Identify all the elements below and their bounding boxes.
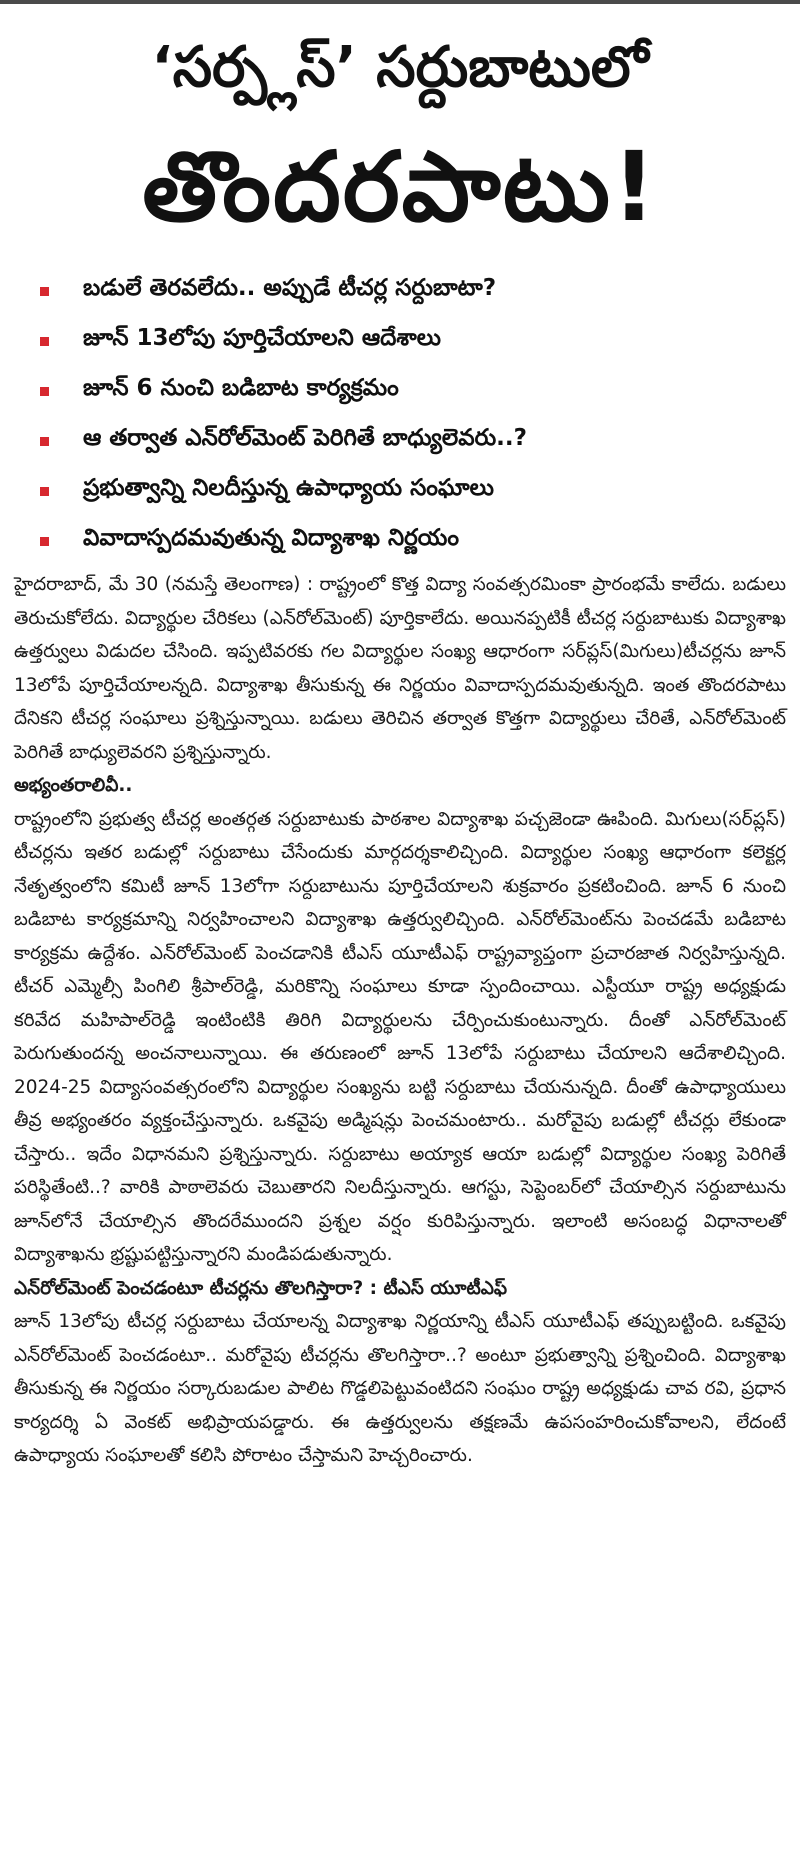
article-paragraph-intro: హైదరాబాద్, మే 30 (నమస్తే తెలంగాణ) : రాష్ట్రంలో కొత్త విద్యా సంవత్సరమింకా ప్రారంభమే కాలేదు. బడులు తెరుచుకోలేదు. విద్యార్థుల చేరికలు (ఎన్‌రోల్‌మెంట్) పూర్తికాలేదు. అయినప్పటికీ టీచర్ల సర్దుబాటుకు విద్యాశాఖ ఉత్తర్వులు విడుదల చేసింది. ఇప్పటివరకు గల విద్యార్థుల సంఖ్య ఆధారంగా సర్‌ప్లస్(మిగులు)టీచర్లను జూన్ 13లోపే పూర్తిచేయాలన్నది. విద్యాశాఖ తీసుకున్న ఈ నిర్ణయం వివాదాస్పదమవుతున్నది. ఇంత తొందరపాటు దేనికని టీచర్ల సంఘాలు ప్రశ్నిస్తున్నాయి. బడులు తెరిచిన తర్వాత కొత్తగా విద్యార్థులు చేరితే, ఎన్‌రోల్‌మెంట్ పెరిగితే బాధ్యులెవరని ప్రశ్నిస్తున్నారు. (14, 574, 786, 763)
article-subheading-utf: ఎన్‌రోల్‌మెంట్ పెంచడంటూ టీచర్లను తొలగిస్తారా? : టీఎస్ యూటీఎఫ్ (14, 1277, 508, 1299)
bullet-text: ఆ తర్వాత ఎన్‌రోల్‌మెంట్ పెరిగితే బాధ్యులెవరు..? (83, 425, 527, 451)
bullet-item (18, 366, 788, 416)
headline-line-1: ‘సర్ప్లస్’ సర్దుబాటులో (151, 35, 649, 100)
bullet-item (18, 316, 788, 366)
bullet-item (18, 416, 788, 466)
bullet-item (18, 516, 788, 566)
bullet-item (18, 466, 788, 516)
highlight-bullet-list (18, 266, 788, 566)
bullet-text: ప్రభుత్వాన్ని నిలదీస్తున్న ఉపాధ్యాయ సంఘాలు (83, 475, 494, 501)
red-square-bullet-icon (40, 337, 49, 346)
red-square-bullet-icon (40, 437, 49, 446)
red-square-bullet-icon (40, 537, 49, 546)
bullet-text: వివాదాస్పదమవుతున్న విద్యాశాఖ నిర్ణయం (83, 525, 459, 551)
bullet-text: బడులే తెరవలేదు.. అప్పుడే టీచర్ల సర్దుబాటా? (83, 275, 497, 301)
article-body (14, 568, 786, 1473)
bullet-text: జూన్ 13లోపు పూర్తిచేయాలని ఆదేశాలు (83, 325, 441, 351)
article-paragraph-objections: రాష్ట్రంలోని ప్రభుత్వ టీచర్ల అంతర్గత సర్దుబాటుకు పాఠశాల విద్యాశాఖ పచ్చజెండా ఊపింది. మిగులు(సర్‌ప్లస్) టీచర్లను ఇతర బడుల్లో సర్దుబాటు చేసేందుకు మార్గదర్శకాలిచ్చింది. విద్యార్థుల సంఖ్య ఆధారంగా కలెక్టర్ల నేతృత్వంలోని కమిటీ జూన్ 13లోగా సర్దుబాటును పూర్తిచేయాలని శుక్రవారం ప్రకటించింది. జూన్ 6 నుంచి బడిబాట కార్యక్రమాన్ని నిర్వహించాలని విద్యాశాఖ ఉత్తర్వులిచ్చింది. ఎన్‌రోల్‌మెంట్‌ను పెంచడమే బడిబాట కార్యక్రమ ఉద్దేశం. ఎన్‌రోల్‌మెంట్ పెంచడానికి టీఎస్ యూటీఎఫ్ రాష్ట్రవ్యాప్తంగా ప్రచారజాత నిర్వహిస్తున్నది. టీచర్ ఎమ్మెల్సీ పింగిలి శ్రీపాల్‌రెడ్డి, మరికొన్ని సంఘాలు కూడా స్పందించాయి. ఎస్టీయూ రాష్ట్ర అధ్యక్షుడు కరివేద మహిపాల్‌రెడ్డి ఇంటింటికి తిరిగి విద్యార్థులను చేర్పించుకుంటున్నారు. దీంతో ఎన్‌రోల్‌మెంట్ పెరుగుతుందన్న అంచనాలున్నాయి. ఈ తరుణంలో జూన్ 13లోపే సర్దుబాటు చేయాలని ఆదేశాలిచ్చింది. 2024-25 విద్యాసంవత్సరంలోని విద్యార్థుల సంఖ్యను బట్టి సర్దుబాటు చేయనున్నది. దీంతో ఉపాధ్యాయులు తీవ్ర అభ్యంతరం వ్యక్తంచేస్తున్నారు. ఒకవైపు అడ్మిషన్లు పెంచమంటారు.. మరోవైపు బడుల్లో టీచర్లు లేకుండా చేస్తారు.. ఇదేం విధానమని ప్రశ్నిస్తున్నారు. సర్దుబాటు అయ్యాక ఆయా బడుల్లో విద్యార్థుల సంఖ్య పెరిగితే పరిస్థితేంటి..? వారికి పాఠాలెవరు చెబుతారని నిలదీస్తున్నారు. ఆగస్టు, సెప్టెంబర్‌లో చేయాల్సిన సర్దుబాటును జూన్‌లోనే చేయాల్సిన తొందరేముందని ప్రశ్నల వర్షం కురిపిస్తున్నారు. ఇలాంటి అసంబద్ధ విధానాలతో విద్యాశాఖను భ్రష్టుపట్టిస్తున్నారని మండిపడుతున్నారు. (14, 808, 786, 1265)
article-paragraph-utf: జూన్ 13లోపు టీచర్ల సర్దుబాటు చేయాలన్న విద్యాశాఖ నిర్ణయాన్ని టీఎస్ యూటీఎఫ్ తప్పుబట్టింది. ఒకవైపు ఎన్‌రోల్‌మెంట్ పెంచడంటూ.. మరోవైపు టీచర్లను తొలగిస్తారా..? అంటూ ప్రభుత్వాన్ని ప్రశ్నించింది. విద్యాశాఖ తీసుకున్న ఈ నిర్ణయం సర్కారుబడుల పాలిట గొడ్డలిపెట్టువంటిదని సంఘం రాష్ట్ర అధ్యక్షుడు చావ రవి, ప్రధాన కార్యదర్శి ఏ వెంకట్ అభిప్రాయపడ్డారు. ఈ ఉత్తర్వులను తక్షణమే ఉపసంహరించుకోవాలని, లేదంటే ఉపాధ్యాయ సంఘాలతో కలిసి పోరాటం చేస్తామని హెచ్చరించారు. (14, 1311, 786, 1466)
headline-line-2: తొందరపాటు! (142, 131, 658, 243)
bullet-text: జూన్ 6 నుంచి బడిబాట కార్యక్రమం (83, 375, 399, 401)
article-subheading-objections: అభ్యంతరాలివీ.. (14, 775, 133, 796)
red-square-bullet-icon (40, 387, 49, 396)
red-square-bullet-icon (40, 487, 49, 496)
top-divider (0, 0, 800, 4)
red-square-bullet-icon (40, 287, 49, 296)
bullet-item (18, 266, 788, 316)
